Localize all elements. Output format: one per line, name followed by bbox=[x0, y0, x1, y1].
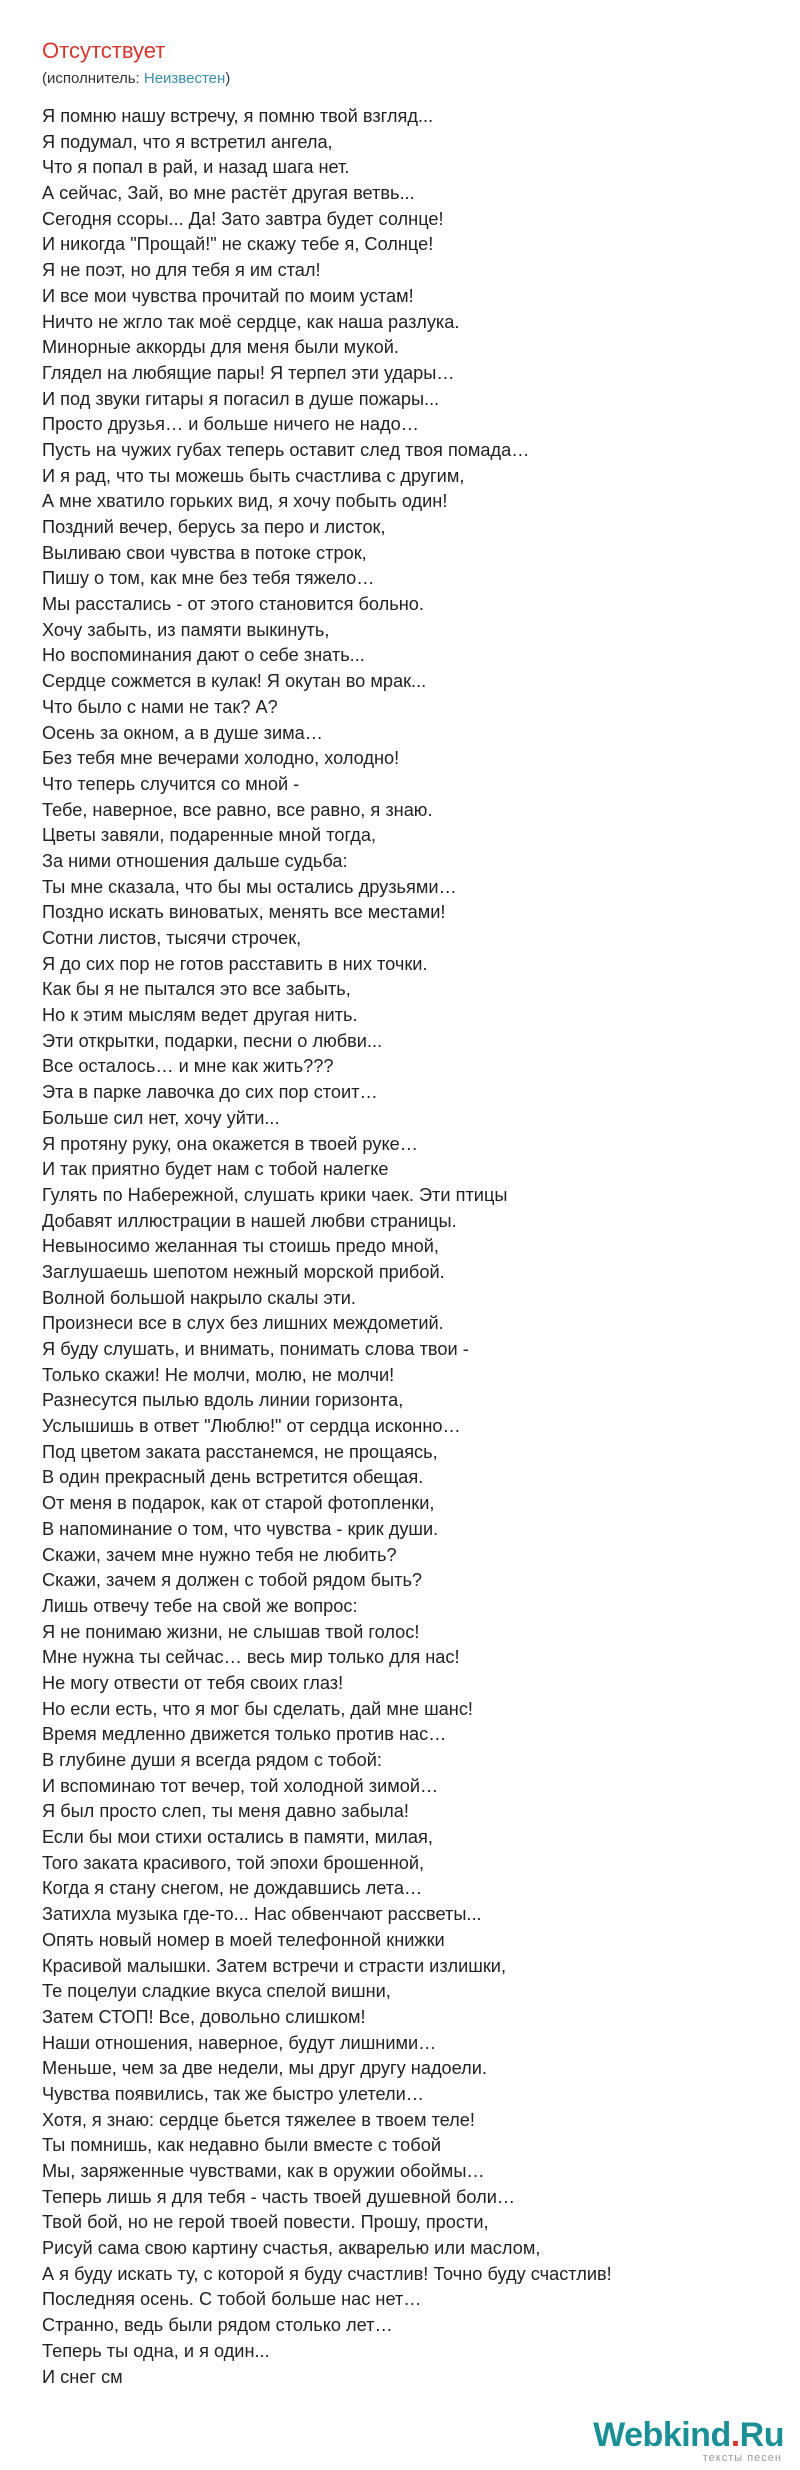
lyric-line: Добавят иллюстрации в нашей любви страницы. bbox=[42, 1210, 457, 1231]
lyric-line: Цветы завяли, подаренные мной тогда, bbox=[42, 825, 377, 846]
lyric-line: В глубине души я всегда рядом с тобой: bbox=[42, 1750, 382, 1770]
lyric-line: Эта в парке лавочка до сих пор стоит… bbox=[42, 1082, 378, 1103]
artist-link[interactable]: Неизвестен bbox=[143, 70, 226, 87]
lyric-line: Что было с нами не так? А? bbox=[42, 696, 278, 717]
lyric-line: Я помню нашу встречу, я помню твой взгляд... bbox=[42, 106, 434, 126]
artist-line bbox=[42, 70, 230, 88]
lyric-line: Пишу о том, как мне без тебя тяжело… bbox=[42, 568, 375, 589]
lyric-line: А сейчас, Зай, во мне растёт другая ветвь... bbox=[42, 183, 415, 204]
lyric-line: Больше сил нет, хочу уйти... bbox=[42, 1107, 280, 1128]
lyric-line: Когда я стану снегом, не дождавшись лета… bbox=[42, 1878, 423, 1899]
lyric-line: И никогда "Прощай!" не скажу тебе я, Солнце! bbox=[42, 234, 434, 255]
lyric-line: Но если есть, что я мог бы сделать, дай мне шанс! bbox=[42, 1698, 473, 1719]
lyric-line: Заглушаешь шепотом нежный морской прибой. bbox=[42, 1261, 445, 1282]
lyric-line: Скажи, зачем я должен с тобой рядом быть? bbox=[42, 1570, 423, 1591]
lyric-line: Ты мне сказала, что бы мы остались друзьями… bbox=[42, 876, 457, 897]
lyric-line: В напоминание о том, что чувства - крик души. bbox=[42, 1518, 439, 1539]
lyric-line: Волной большой накрыло скалы эти. bbox=[42, 1287, 356, 1308]
lyric-line: Время медленно движется только против нас… bbox=[42, 1724, 447, 1745]
lyric-line: Что теперь случится со мной - bbox=[42, 773, 300, 794]
lyric-line: Меньше, чем за две недели, мы друг другу надоели. bbox=[42, 2058, 488, 2079]
lyric-line: А мне хватило горьких вид, я хочу побыть один! bbox=[42, 491, 448, 512]
lyric-line: Я протяну руку, она окажется в твоей руке… bbox=[42, 1133, 418, 1154]
lyric-line: Что я попал в рай, и назад шага нет. bbox=[42, 157, 350, 178]
lyric-line: Сотни листов, тысячи строчек, bbox=[42, 928, 302, 948]
lyrics-text bbox=[42, 104, 782, 2390]
lyric-line: Но воспоминания дают о себе знать... bbox=[42, 645, 365, 666]
lyric-line: Только скажи! Не молчи, молю, не молчи! bbox=[42, 1364, 395, 1385]
lyric-line: Рисуй сама свою картину счастья, акварелью или маслом, bbox=[42, 2238, 541, 2259]
logo-main-text: Webkind bbox=[593, 2416, 731, 2454]
lyric-line: Ты помнишь, как недавно были вместе с тобой bbox=[42, 2135, 441, 2156]
lyric-line: Я не понимаю жизни, не слышав твой голос! bbox=[42, 1621, 420, 1642]
logo-wordmark bbox=[544, 2418, 784, 2452]
artist-prefix: (исполнитель: bbox=[42, 70, 144, 87]
lyric-line: Разнесутся пылью вдоль линии горизонта, bbox=[42, 1390, 404, 1411]
song-title: Отсутствует bbox=[42, 38, 166, 63]
lyric-line: Услышишь в ответ "Люблю!" от сердца исконно… bbox=[42, 1416, 461, 1437]
lyric-line: Те поцелуи сладкие вкуса спелой вишни, bbox=[42, 1981, 391, 2002]
lyric-line: Если бы мои стихи остались в памяти, милая, bbox=[42, 1827, 433, 1848]
lyric-line: Твой бой, но не герой твоей повести. Прошу, прости, bbox=[42, 2212, 489, 2233]
lyric-line: И так приятно будет нам с тобой налегке bbox=[42, 1159, 389, 1180]
lyric-line: Того заката красивого, той эпохи брошенной, bbox=[42, 1852, 425, 1873]
lyric-line: Под цветом заката расстанемся, не прощаясь, bbox=[42, 1441, 438, 1462]
lyric-line: Странно, ведь были рядом столько лет… bbox=[42, 2315, 393, 2336]
logo-dot: . bbox=[730, 2416, 740, 2454]
logo-tagline: тексты песен bbox=[702, 2452, 782, 2464]
lyric-line: Чувства появились, так же быстро улетели… bbox=[42, 2083, 424, 2104]
lyric-line: Осень за окном, а в душе зима… bbox=[42, 722, 323, 743]
lyric-line: Я до сих пор не готов расставить в них точки. bbox=[42, 953, 428, 974]
lyric-line: Как бы я не пытался это все забыть, bbox=[42, 979, 351, 1000]
lyric-line: Я был просто слеп, ты меня давно забыла! bbox=[42, 1801, 409, 1822]
lyric-line: Гулять по Набережной, слушать крики чаек. Эти птицы bbox=[42, 1184, 508, 1205]
lyric-line: И снег см bbox=[42, 2366, 123, 2387]
lyric-line: Теперь ты одна, и я один... bbox=[42, 2340, 270, 2361]
lyric-line: Без тебя мне вечерами холодно, холодно! bbox=[42, 748, 400, 769]
lyric-line: В один прекрасный день встретится обещая. bbox=[42, 1467, 424, 1488]
lyric-line: А я буду искать ту, с которой я буду счастлив! Точно буду счастлив! bbox=[42, 2263, 612, 2284]
lyric-line: Все осталось… и мне как жить??? bbox=[42, 1056, 334, 1077]
lyric-line: Опять новый номер в моей телефонной книжки bbox=[42, 1929, 445, 1950]
lyric-line: Хотя, я знаю: сердце бьется тяжелее в твоем теле! bbox=[42, 2109, 475, 2130]
lyric-line: Последняя осень. С тобой больше нас нет… bbox=[42, 2289, 422, 2310]
lyric-line: Эти открытки, подарки, песни о любви... bbox=[42, 1030, 383, 1051]
lyric-line: Выливаю свои чувства в потоке строк, bbox=[42, 542, 367, 563]
lyric-line: Сегодня ссоры... Да! Зато завтра будет солнце! bbox=[42, 208, 444, 229]
lyric-line: Ничто не жгло так моё сердце, как наша разлука. bbox=[42, 311, 460, 332]
lyric-line: От меня в подарок, как от старой фотопленки, bbox=[42, 1493, 435, 1514]
lyric-line: Сердце сожмется в кулак! Я окутан во мрак... bbox=[42, 671, 427, 692]
lyric-line: Глядел на любящие пары! Я терпел эти удары… bbox=[42, 362, 455, 383]
lyric-line: Но к этим мыслям ведет другая нить. bbox=[42, 1005, 358, 1026]
lyric-line: Тебе, наверное, все равно, все равно, я знаю. bbox=[42, 799, 433, 820]
lyric-line: И под звуки гитары я погасил в душе пожары... bbox=[42, 388, 440, 409]
lyric-line: Затем СТОП! Все, довольно слишком! bbox=[42, 2006, 366, 2027]
lyric-line: Поздний вечер, берусь за перо и листок, bbox=[42, 517, 386, 537]
lyric-line: Мы, заряженные чувствами, как в оружии обоймы… bbox=[42, 2161, 485, 2181]
lyric-line: Теперь лишь я для тебя - часть твоей душевной боли… bbox=[42, 2186, 516, 2207]
lyric-line: Мне нужна ты сейчас… весь мир только для нас! bbox=[42, 1647, 460, 1668]
lyric-line: Затихла музыка где-то... Нас обвенчают рассветы... bbox=[42, 1904, 482, 1925]
lyric-line: Минорные аккорды для меня были мукой. bbox=[42, 337, 399, 358]
artist-suffix: ) bbox=[225, 70, 231, 87]
lyric-line: Я буду слушать, и внимать, понимать слова твои - bbox=[42, 1339, 469, 1359]
lyric-line: Мы расстались - от этого становится больно. bbox=[42, 594, 424, 615]
lyric-line: Произнеси все в слух без лишних междометий. bbox=[42, 1313, 444, 1334]
lyric-line: Невыносимо желанная ты стоишь предо мной, bbox=[42, 1236, 439, 1257]
lyric-line: За ними отношения дальше судьба: bbox=[42, 850, 348, 871]
lyric-line: И все мои чувства прочитай по моим устам! bbox=[42, 285, 414, 306]
lyric-line: И вспоминаю тот вечер, той холодной зимой… bbox=[42, 1775, 439, 1796]
lyric-line: Не могу отвести от тебя своих глаз! bbox=[42, 1672, 344, 1693]
logo-tld: Ru bbox=[739, 2416, 784, 2454]
lyric-line: Пусть на чужих губах теперь оставит след твоя помада… bbox=[42, 439, 530, 460]
lyric-line: Просто друзья… и больше ничего не надо… bbox=[42, 414, 419, 435]
lyric-line: Я не поэт, но для тебя я им стал! bbox=[42, 260, 321, 281]
lyric-line: Хочу забыть, из памяти выкинуть, bbox=[42, 619, 330, 640]
webkind-logo[interactable] bbox=[544, 2418, 784, 2464]
lyric-line: Лишь отвечу тебе на свой же вопрос: bbox=[42, 1595, 358, 1616]
lyric-line: Наши отношения, наверное, будут лишними… bbox=[42, 2032, 437, 2053]
lyric-line: Красивой малышки. Затем встречи и страсти излишки, bbox=[42, 1955, 507, 1976]
lyric-line: Скажи, зачем мне нужно тебя не любить? bbox=[42, 1544, 397, 1565]
lyric-line: Я подумал, что я встретил ангела, bbox=[42, 131, 333, 152]
lyric-line: И я рад, что ты можешь быть счастлива с другим, bbox=[42, 465, 465, 486]
lyric-line: Поздно искать виноватых, менять все местами! bbox=[42, 902, 446, 923]
